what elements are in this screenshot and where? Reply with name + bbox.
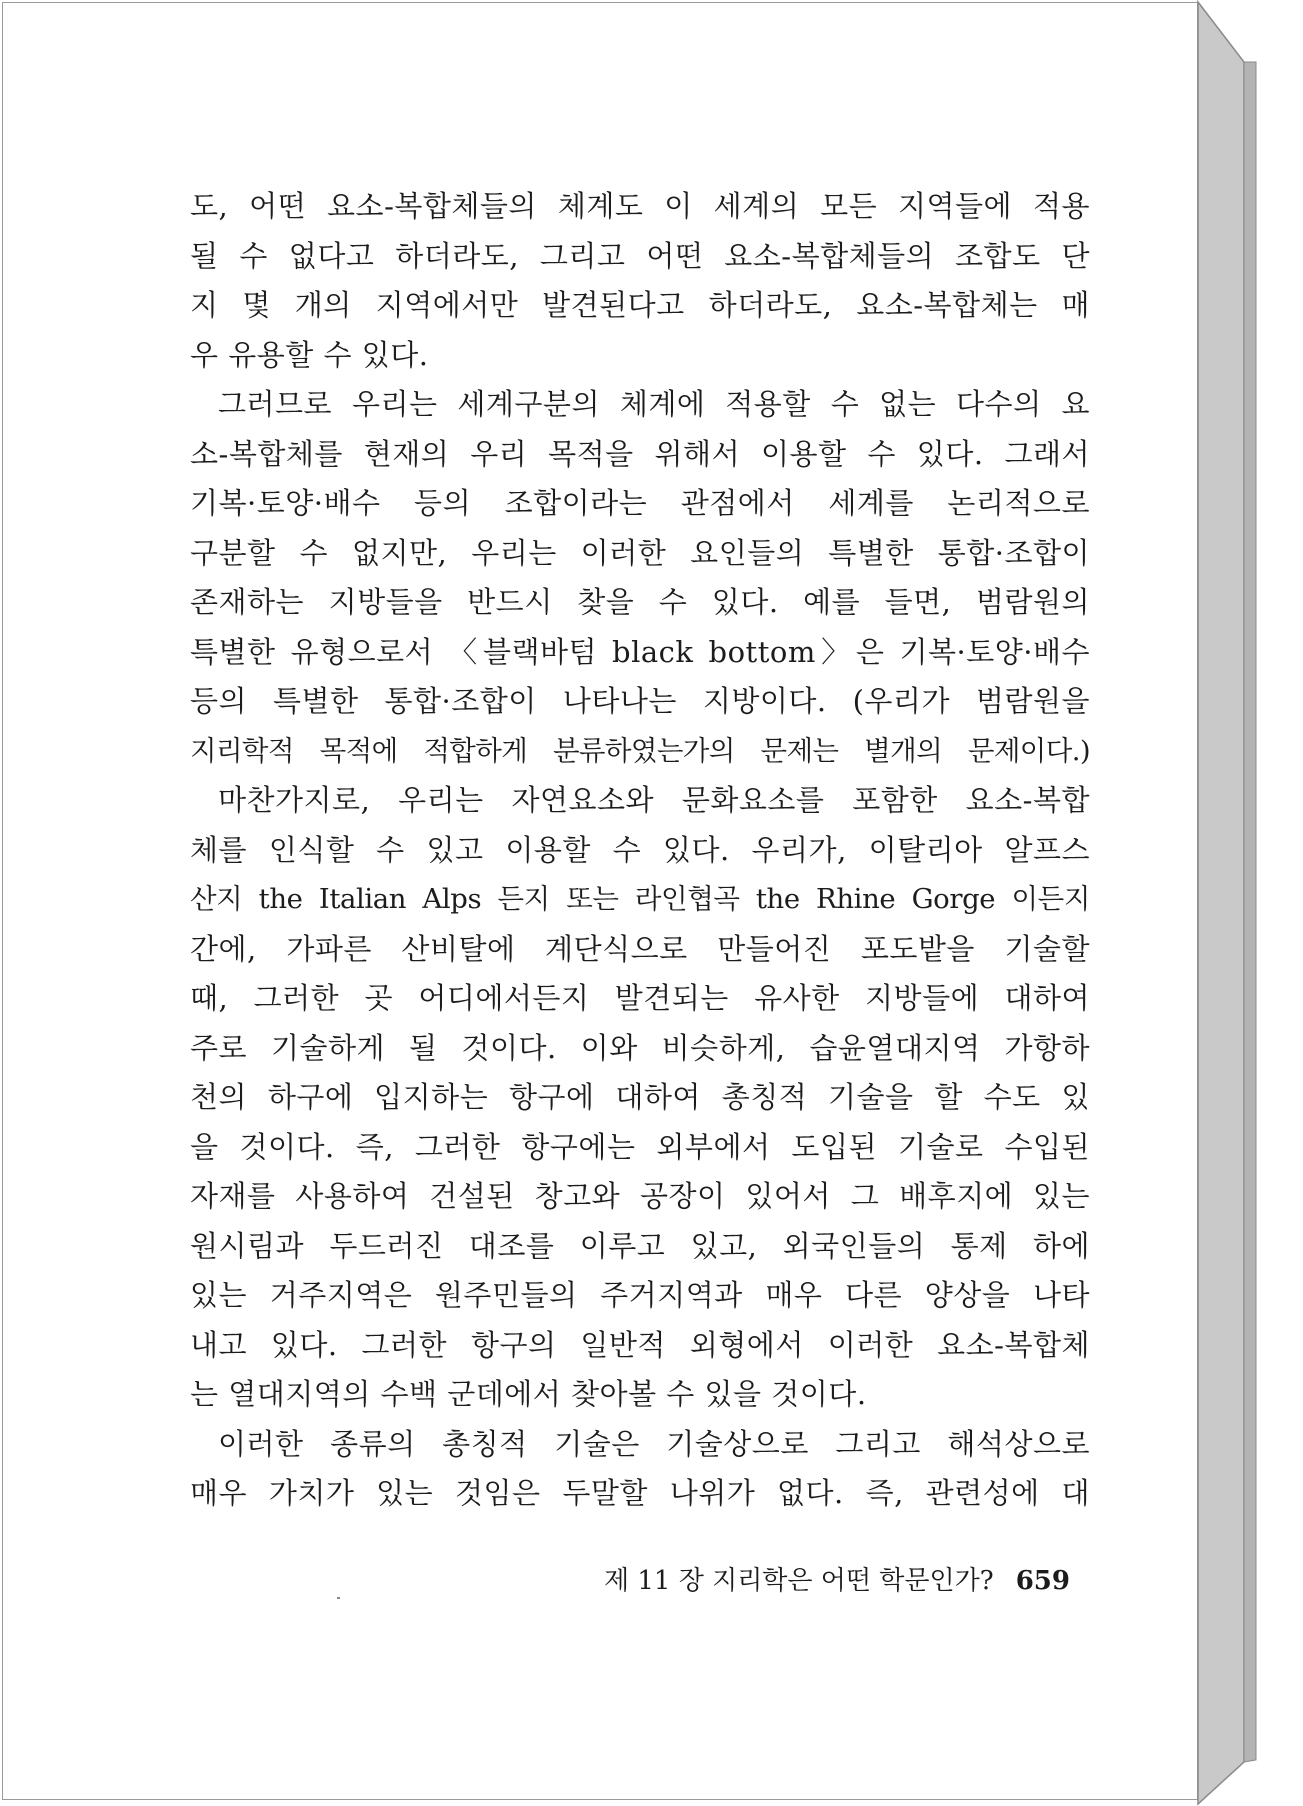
text-line: 자재를 사용하여 건설된 창고와 공장이 있어서 그 배후지에 있는 xyxy=(190,1179,1090,1213)
text-line: 는 열대지역의 수백 군데에서 찾아볼 수 있을 것이다. xyxy=(190,1377,867,1411)
text-line: 내고 있다. 그러한 항구의 일반적 외형에서 이러한 요소-복합체 xyxy=(190,1327,1090,1362)
text-line: 이러한 종류의 총칭적 기술은 기술상으로 그리고 해석상으로 xyxy=(218,1426,1090,1461)
page-number: 659 xyxy=(1015,1566,1070,1596)
text-line: 특별한 유형으로서 〈블랙바텀 black bottom〉은 기복·토양·배수 xyxy=(190,634,1090,669)
text-line: 을 것이다. 즉, 그러한 항구에는 외부에서 도입된 기술로 수입된 xyxy=(190,1129,1090,1164)
body-text xyxy=(190,182,1090,1519)
text-line: 마찬가지로, 우리는 자연요소와 문화요소를 포함한 요소-복합 xyxy=(218,783,1090,817)
text-line: 주로 기술하게 될 것이다. 이와 비슷하게, 습윤열대지역 가항하 xyxy=(190,1030,1090,1065)
text-line: 존재하는 지방들을 반드시 찾을 수 있다. 예를 들면, 범람원의 xyxy=(190,585,1090,619)
text-line: 소-복합체를 현재의 우리 목적을 위해서 이용할 수 있다. 그래서 xyxy=(190,436,1090,471)
page-footer xyxy=(590,1560,1070,1597)
text-line: 지리학적 목적에 적합하게 분류하였는가의 문제는 별개의 문제이다.) xyxy=(190,734,1090,767)
text-line: 지 몇 개의 지역에서만 발견된다고 하더라도, 요소-복합체는 매 xyxy=(190,288,1090,322)
text-line: 매우 가치가 있는 것임은 두말할 나위가 없다. 즉, 관련성에 대 xyxy=(190,1476,1090,1510)
text-line: 우 유용할 수 있다. xyxy=(190,337,429,372)
text-line: 도, 어떤 요소-복합체들의 체계도 이 세계의 모든 지역들에 적용 xyxy=(190,189,1090,223)
text-line: 등의 특별한 통합·조합이 나타나는 지방이다. (우리가 범람원을 xyxy=(190,684,1090,718)
text-line: 될 수 없다고 하더라도, 그리고 어떤 요소-복합체들의 조합도 단 xyxy=(190,238,1090,273)
text-line: 산지 the Italian Alps 든지 또는 라인협곡 the Rhine Gorge 이든지 xyxy=(190,883,1090,915)
running-head: 제 11 장 지리학은 어떤 학문인가? xyxy=(603,1566,994,1596)
text-line: 때, 그러한 곳 어디에서든지 발견되는 유사한 지방들에 대하여 xyxy=(190,981,1090,1015)
text-line: 원시림과 두드러진 대조를 이루고 있고, 외국인들의 통제 하에 xyxy=(190,1228,1090,1263)
scan-speck xyxy=(337,1597,340,1599)
text-line: 천의 하구에 입지하는 항구에 대하여 총칭적 기술을 할 수도 있 xyxy=(190,1080,1090,1114)
text-line: 체를 인식할 수 있고 이용할 수 있다. 우리가, 이탈리아 알프스 xyxy=(190,832,1090,867)
text-line: 기복·토양·배수 등의 조합이라는 관점에서 세계를 논리적으로 xyxy=(190,486,1090,520)
text-line: 간에, 가파른 산비탈에 계단식으로 만들어진 포도밭을 기술할 xyxy=(190,931,1090,966)
text-line: 그러므로 우리는 세계구분의 체계에 적용할 수 없는 다수의 요 xyxy=(218,387,1090,421)
text-line: 있는 거주지역은 원주민들의 주거지역과 매우 다른 양상을 나타 xyxy=(190,1278,1090,1312)
text-line: 구분할 수 없지만, 우리는 이러한 요인들의 특별한 통합·조합이 xyxy=(190,535,1090,570)
